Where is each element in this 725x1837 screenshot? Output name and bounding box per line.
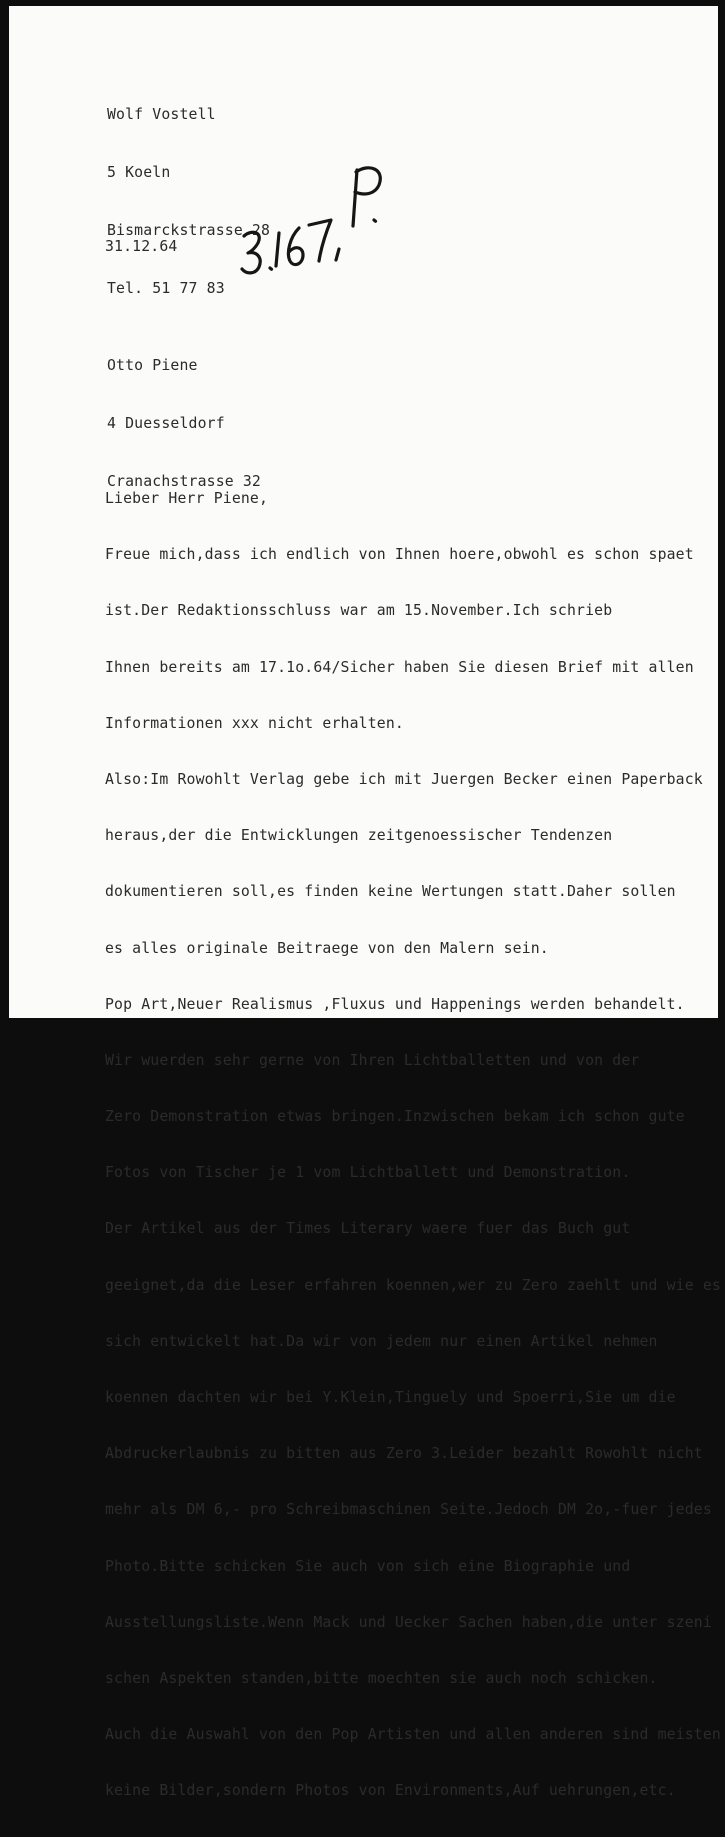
body-line: Auch die Auswahl von den Pop Artisten und allen anderen sind meisten	[105, 1726, 721, 1744]
body-line: schen Aspekten standen,bitte moechten sie auch noch schicken.	[105, 1669, 658, 1687]
body-line: ist.Der Redaktionsschluss war am 15.November.Ich schrieb	[105, 602, 613, 620]
body-line: koennen dachten wir bei Y.Klein,Tinguely und Spoerri,Sie um die	[105, 1389, 676, 1406]
recipient-name: Otto Piene	[107, 357, 198, 374]
body-line: Der Artikel aus der Times Literary waere fuer das Buch gut	[105, 1220, 631, 1238]
sender-street: Bismarckstrasse 28	[107, 222, 271, 239]
body-line: Zero Demonstration etwas bringen.Inzwischen bekam ich schon gute	[105, 1108, 685, 1126]
body-line: Fotos von Tischer je 1 vom Lichtballett und Demonstration.	[105, 1164, 631, 1182]
salutation: Lieber Herr Piene,	[105, 490, 269, 507]
body-line: dokumentieren soll,es finden keine Wertungen statt.Daher sollen	[105, 883, 676, 901]
sender-phone: Tel. 51 77 83	[107, 280, 225, 297]
body-line: es alles originale Beitraege von den Malern sein.	[105, 939, 549, 957]
body-line: Ausstellungsliste.Wenn Mack und Uecker Sachen haben,die unter szeni	[105, 1613, 712, 1631]
body-line: Photo.Bitte schicken Sie auch von sich eine Biographie und	[105, 1557, 631, 1575]
body-line: Pop Art,Neuer Realismus ,Fluxus und Happenings werden behandelt.	[105, 995, 685, 1013]
body-line: Also:Im Rowohlt Verlag gebe ich mit Juergen Becker einen Paperback	[105, 770, 703, 788]
body-line: Ihnen bereits am 17.1o.64/Sicher haben Sie diesen Brief mit allen	[105, 658, 694, 676]
body-line: keine Bilder,sondern Photos von Environments,Auf uehrungen,etc.	[105, 1782, 676, 1800]
body-line: geeignet,da die Leser erfahren koennen,wer zu Zero zaehlt und wie es	[105, 1276, 721, 1294]
body-line: heraus,der die Entwicklungen zeitgenoessischer Tendenzen	[105, 827, 613, 845]
body-line: Abdruckerlaubnis zu bitten aus Zero 3.Leider bezahlt Rowohlt nicht	[105, 1445, 703, 1463]
letter-body	[105, 454, 721, 1837]
recipient-street: Cranachstrasse 32	[107, 473, 261, 490]
sender-name: Wolf Vostell	[107, 106, 216, 123]
body-line: Informationen xxx nicht erhalten.	[105, 714, 404, 732]
body-line: Freue mich,dass ich endlich von Ihnen hoere,obwohl es schon spaet	[105, 546, 694, 564]
body-line: mehr als DM 6,- pro Schreibmaschinen Seite.Jedoch DM 2o,-fuer jedes	[105, 1501, 712, 1519]
letter-page	[9, 6, 721, 1800]
letter-date: 31.12.64	[105, 238, 178, 255]
body-line: sich entwickelt hat.Da wir von jedem nur einen Artikel nehmen	[105, 1332, 658, 1350]
recipient-city: 4 Duesseldorf	[107, 415, 225, 432]
handwritten-annotation	[239, 144, 389, 274]
body-line: Wir wuerden sehr gerne von Ihren Lichtballetten und von der	[105, 1051, 640, 1069]
sender-city: 5 Koeln	[107, 164, 171, 181]
